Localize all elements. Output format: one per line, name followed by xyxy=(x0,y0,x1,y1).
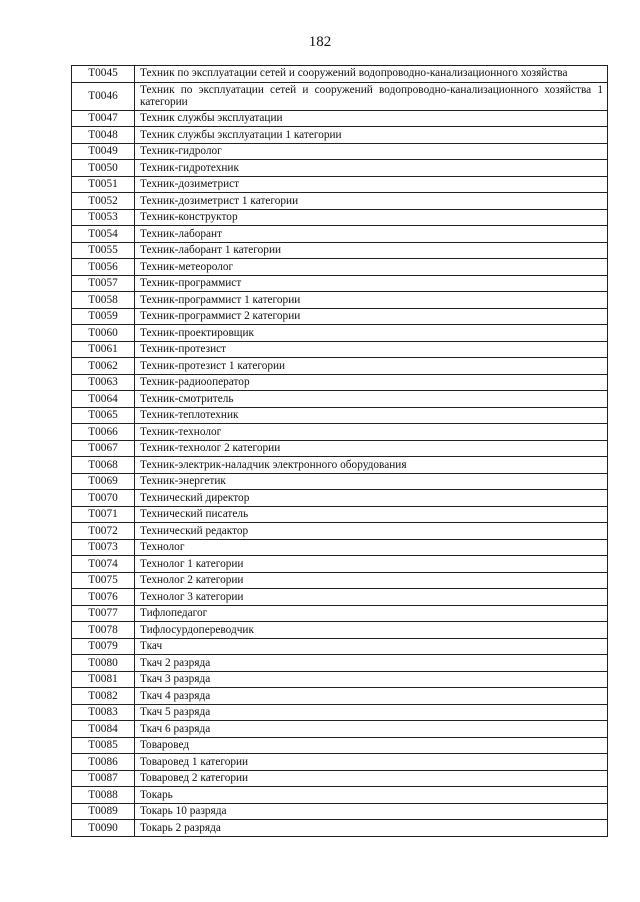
table-row xyxy=(72,325,608,342)
occupation-name: Техник-энергетик xyxy=(135,473,608,490)
occupation-name: Токарь 2 разряда xyxy=(135,820,608,837)
occupation-name: Технолог 3 категории xyxy=(135,589,608,606)
occupation-code: T0071 xyxy=(72,506,135,523)
occupation-code: T0084 xyxy=(72,721,135,738)
occupation-code: T0053 xyxy=(72,209,135,226)
occupation-code: T0076 xyxy=(72,589,135,606)
occupation-name: Техник-технолог xyxy=(135,424,608,441)
occupation-name: Техник-радиооператор xyxy=(135,374,608,391)
occupation-code: T0065 xyxy=(72,407,135,424)
table-row xyxy=(72,407,608,424)
occupation-name: Техник-гидротехник xyxy=(135,160,608,177)
occupation-name: Техник-теплотехник xyxy=(135,407,608,424)
table-row xyxy=(72,341,608,358)
table-row xyxy=(72,110,608,127)
occupation-name: Техник-протезист 1 категории xyxy=(135,358,608,375)
page-number: 182 xyxy=(308,34,332,50)
occupation-code: T0082 xyxy=(72,688,135,705)
occupation-code: T0068 xyxy=(72,457,135,474)
table-body xyxy=(72,66,608,837)
table-row xyxy=(72,391,608,408)
table-row xyxy=(72,358,608,375)
occupation-code: T0064 xyxy=(72,391,135,408)
occupation-code: T0061 xyxy=(72,341,135,358)
occupation-code: T0048 xyxy=(72,127,135,144)
table-row xyxy=(72,721,608,738)
occupation-name: Ткач xyxy=(135,638,608,655)
table-row xyxy=(72,539,608,556)
occupation-code: T0089 xyxy=(72,803,135,820)
table-row xyxy=(72,704,608,721)
occupation-code: T0050 xyxy=(72,160,135,177)
table-row xyxy=(72,176,608,193)
table-row xyxy=(72,737,608,754)
occupation-name: Техник службы эксплуатации xyxy=(135,110,608,127)
occupation-code: T0060 xyxy=(72,325,135,342)
table-row xyxy=(72,242,608,259)
occupation-code: T0063 xyxy=(72,374,135,391)
occupation-name: Технолог xyxy=(135,539,608,556)
occupation-name: Техник-технолог 2 категории xyxy=(135,440,608,457)
occupation-code: T0075 xyxy=(72,572,135,589)
occupation-code: T0073 xyxy=(72,539,135,556)
table-row xyxy=(72,820,608,837)
occupation-name: Технический писатель xyxy=(135,506,608,523)
occupation-code: T0058 xyxy=(72,292,135,309)
occupation-name: Техник-дозиметрист xyxy=(135,176,608,193)
occupation-name: Ткач 6 разряда xyxy=(135,721,608,738)
occupation-code: T0072 xyxy=(72,523,135,540)
occupation-name: Технический директор xyxy=(135,490,608,507)
table-row xyxy=(72,143,608,160)
occupation-code: T0047 xyxy=(72,110,135,127)
occupation-name: Техник-программист 2 категории xyxy=(135,308,608,325)
occupation-code: T0086 xyxy=(72,754,135,771)
occupation-code: T0085 xyxy=(72,737,135,754)
occupation-name: Ткач 3 разряда xyxy=(135,671,608,688)
occupation-code: T0081 xyxy=(72,671,135,688)
table-row xyxy=(72,605,608,622)
occupation-code: T0049 xyxy=(72,143,135,160)
table-row xyxy=(72,374,608,391)
occupation-code: T0062 xyxy=(72,358,135,375)
occupation-name: Техник-лаборант xyxy=(135,226,608,243)
occupation-code: T0079 xyxy=(72,638,135,655)
occupation-name: Товаровед xyxy=(135,737,608,754)
occupation-code: T0087 xyxy=(72,770,135,787)
table-row xyxy=(72,275,608,292)
occupation-name: Техник-метеоролог xyxy=(135,259,608,276)
occupation-code: T0057 xyxy=(72,275,135,292)
occupation-code: T0051 xyxy=(72,176,135,193)
occupation-code: T0074 xyxy=(72,556,135,573)
occupation-name: Токарь 10 разряда xyxy=(135,803,608,820)
occupation-name: Техник-программист 1 категории xyxy=(135,292,608,309)
table-row xyxy=(72,127,608,144)
table-row xyxy=(72,622,608,639)
occupation-name: Техник-проектировщик xyxy=(135,325,608,342)
occupation-name: Ткач 5 разряда xyxy=(135,704,608,721)
table-row xyxy=(72,506,608,523)
occupation-name: Ткач 2 разряда xyxy=(135,655,608,672)
table-row xyxy=(72,523,608,540)
occupation-code: T0070 xyxy=(72,490,135,507)
table-row xyxy=(72,209,608,226)
occupation-name: Техник-смотритель xyxy=(135,391,608,408)
occupation-code: T0054 xyxy=(72,226,135,243)
occupation-code: T0090 xyxy=(72,820,135,837)
table-row xyxy=(72,688,608,705)
occupation-name: Техник по эксплуатации сетей и сооружений водопроводно-канализационного хозяйства 1 категории xyxy=(135,82,608,110)
occupation-name: Тифлосурдопереводчик xyxy=(135,622,608,639)
occupation-code: T0069 xyxy=(72,473,135,490)
table-row xyxy=(72,160,608,177)
occupation-name: Техник службы эксплуатации 1 категории xyxy=(135,127,608,144)
table-row xyxy=(72,424,608,441)
table-row xyxy=(72,226,608,243)
occupation-code: T0067 xyxy=(72,440,135,457)
occupation-name: Техник-конструктор xyxy=(135,209,608,226)
occupation-name: Техник-гидролог xyxy=(135,143,608,160)
table-row xyxy=(72,457,608,474)
table-row xyxy=(72,473,608,490)
occupation-name: Техник-электрик-наладчик электронного оборудования xyxy=(135,457,608,474)
occupation-name: Товаровед 2 категории xyxy=(135,770,608,787)
occupation-name: Технический редактор xyxy=(135,523,608,540)
table-row xyxy=(72,259,608,276)
occupation-name: Технолог 1 категории xyxy=(135,556,608,573)
table-row xyxy=(72,440,608,457)
table-row xyxy=(72,671,608,688)
occupation-name: Тифлопедагог xyxy=(135,605,608,622)
occupation-name: Товаровед 1 категории xyxy=(135,754,608,771)
occupation-name: Токарь xyxy=(135,787,608,804)
occupation-code: T0046 xyxy=(72,82,135,110)
table-row xyxy=(72,655,608,672)
table-row xyxy=(72,589,608,606)
table-row xyxy=(72,803,608,820)
table-row xyxy=(72,193,608,210)
table-row xyxy=(72,292,608,309)
occupation-name: Ткач 4 разряда xyxy=(135,688,608,705)
occupation-code: T0088 xyxy=(72,787,135,804)
table-row xyxy=(72,490,608,507)
occupation-name: Техник-дозиметрист 1 категории xyxy=(135,193,608,210)
table-row xyxy=(72,572,608,589)
occupation-name: Техник-лаборант 1 категории xyxy=(135,242,608,259)
table-row xyxy=(72,66,608,83)
table-row xyxy=(72,638,608,655)
occupation-code-table xyxy=(71,65,608,837)
occupation-name: Техник по эксплуатации сетей и сооружений водопроводно-канализационного хозяйства xyxy=(135,66,608,83)
table-row xyxy=(72,82,608,110)
occupation-name: Техник-программист xyxy=(135,275,608,292)
occupation-code: T0055 xyxy=(72,242,135,259)
occupation-code: T0066 xyxy=(72,424,135,441)
table-row xyxy=(72,770,608,787)
occupation-code: T0080 xyxy=(72,655,135,672)
table-row xyxy=(72,787,608,804)
table-row xyxy=(72,754,608,771)
occupation-code: T0083 xyxy=(72,704,135,721)
occupation-name: Техник-протезист xyxy=(135,341,608,358)
occupation-code: T0045 xyxy=(72,66,135,83)
table-row xyxy=(72,308,608,325)
occupation-code: T0059 xyxy=(72,308,135,325)
occupation-code: T0078 xyxy=(72,622,135,639)
occupation-name: Технолог 2 категории xyxy=(135,572,608,589)
occupation-code: T0052 xyxy=(72,193,135,210)
occupation-code: T0077 xyxy=(72,605,135,622)
table-row xyxy=(72,556,608,573)
occupation-code: T0056 xyxy=(72,259,135,276)
